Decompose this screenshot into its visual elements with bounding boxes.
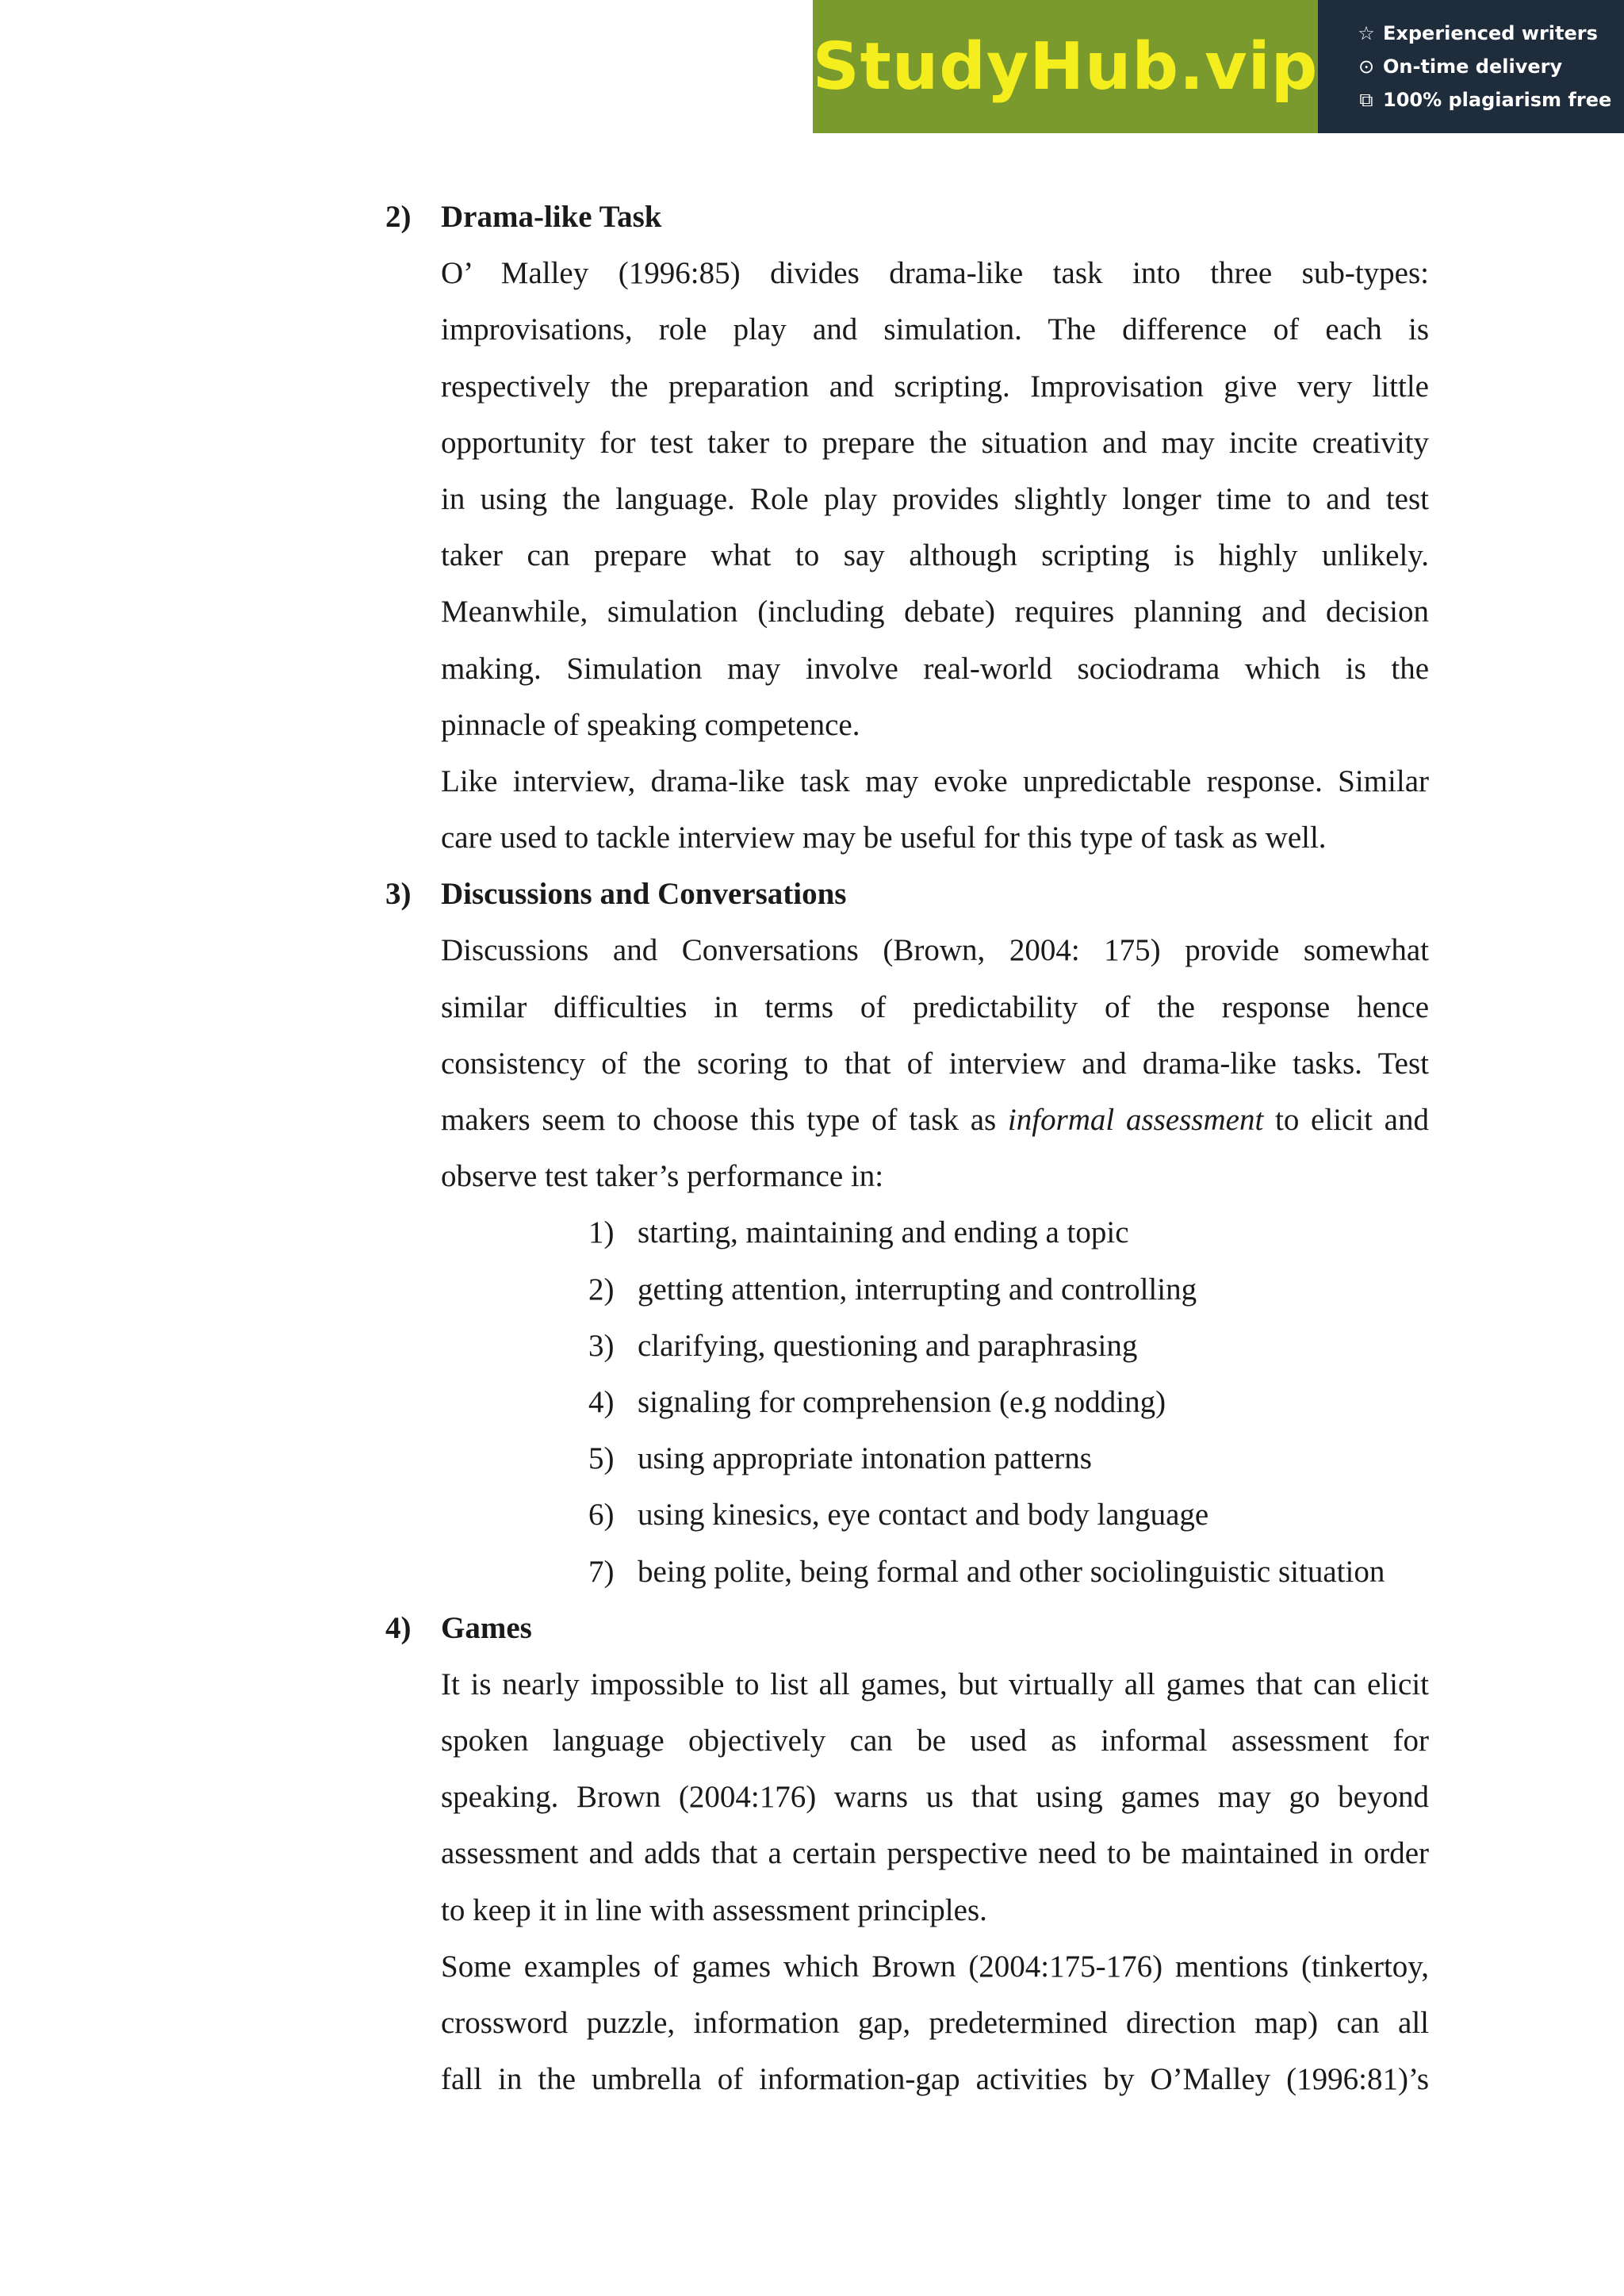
paragraph-line: making. Simulation may involve real-world sociodrama which is the — [441, 651, 1429, 686]
section-title: Games — [441, 1610, 532, 1645]
section-number: 2) — [385, 200, 412, 234]
paragraph-line: fall in the umbrella of information-gap activities by O’Malley (1996:81)’s — [441, 2062, 1429, 2097]
list-item — [385, 1261, 1429, 1318]
text-run: to elicit and — [1263, 1103, 1429, 1137]
list-text: getting attention, interrupting and controlling — [638, 1272, 1197, 1307]
paragraph-line: respectively the preparation and scripting. Improvisation give very little — [441, 369, 1429, 404]
list-number: 4) — [588, 1384, 615, 1419]
feature-label: On-time delivery — [1383, 55, 1563, 78]
feature-label: 100% plagiarism free — [1383, 89, 1612, 111]
paragraph-line: Like interview, drama-like task may evoke unpredictable response. Similar — [441, 763, 1429, 798]
section-heading — [385, 189, 1429, 245]
paragraph-line: in using the language. Role play provides slightly longer time to and test — [441, 481, 1429, 516]
list-text: clarifying, questioning and paraphrasing — [638, 1328, 1138, 1363]
list-text: being polite, being formal and other sociolinguistic situation — [638, 1554, 1385, 1589]
list-number: 6) — [588, 1498, 615, 1533]
list-item — [385, 1318, 1429, 1374]
star-icon: ☆ — [1358, 22, 1375, 44]
logo-panel[interactable] — [813, 0, 1318, 133]
paragraph-line: Discussions and Conversations (Brown, 2004: 175) provide somewhat — [441, 933, 1429, 968]
text-run: makers seem to choose this type of task as — [441, 1103, 1008, 1137]
list-text: signaling for comprehension (e.g nodding) — [638, 1384, 1166, 1419]
section-title: Discussions and Conversations — [441, 877, 847, 912]
paragraph-line: similar difficulties in terms of predictability of the response hence — [441, 989, 1429, 1024]
feature-list — [1318, 0, 1624, 133]
paragraph-line: crossword puzzle, information gap, predetermined direction map) can all — [441, 2006, 1429, 2040]
paragraph-line: Some examples of games which Brown (2004:175-176) mentions (tinkertoy, — [441, 1949, 1429, 1984]
paragraph-line: speaking. Brown (2004:176) warns us that using games may go beyond — [441, 1780, 1429, 1815]
feature-item — [1356, 83, 1624, 117]
list-number: 2) — [588, 1272, 615, 1307]
paragraph-line: Meanwhile, simulation (including debate) requires planning and decision — [441, 595, 1429, 629]
section-number: 4) — [385, 1610, 412, 1645]
list-item — [385, 1204, 1429, 1261]
paragraph-line: pinnacle of speaking competence. — [441, 707, 860, 742]
list-number: 1) — [588, 1215, 615, 1250]
studyhub-banner[interactable] — [813, 0, 1624, 133]
paragraph-line: taker can prepare what to say although scripting is highly unlikely. — [441, 538, 1429, 573]
list-text: starting, maintaining and ending a topic — [638, 1215, 1129, 1250]
paragraph-line: It is nearly impossible to list all games, but virtually all games that can elicit — [441, 1667, 1429, 1701]
list-number: 3) — [588, 1328, 615, 1363]
list-number: 7) — [588, 1554, 615, 1589]
document-body — [385, 189, 1429, 2107]
paragraph-line: consistency of the scoring to that of interview and drama-like tasks. Test — [441, 1046, 1429, 1081]
paragraph-line: improvisations, role play and simulation. The difference of each is — [441, 312, 1429, 347]
list-item — [385, 1430, 1429, 1487]
paragraph-line: assessment and adds that a certain perspective need to be maintained in order — [441, 1836, 1429, 1871]
feature-item — [1356, 17, 1624, 50]
list-text: using appropriate intonation patterns — [638, 1441, 1092, 1476]
section-title: Drama-like Task — [441, 200, 662, 234]
paragraph-line: to keep it in line with assessment principles. — [441, 1892, 987, 1927]
paragraph-line: opportunity for test taker to prepare the situation and may incite creativity — [441, 425, 1429, 460]
section-number: 3) — [385, 877, 412, 912]
feature-item — [1356, 50, 1624, 83]
feature-label: Experienced writers — [1383, 22, 1598, 44]
studyhub-logo[interactable]: StudyHub.vip — [812, 29, 1319, 105]
paragraph-line: observe test taker’s performance in: — [441, 1159, 884, 1194]
paragraph-line: spoken language objectively can be used as informal assessment for — [441, 1724, 1429, 1758]
section-heading — [385, 1600, 1429, 1656]
copy-icon: ⧉ — [1359, 89, 1373, 111]
list-number: 5) — [588, 1441, 615, 1476]
paragraph-line: O’ Malley (1996:85) divides drama-like task into three sub-types: — [441, 256, 1429, 291]
list-item — [385, 1487, 1429, 1543]
paragraph-line — [385, 1092, 1429, 1148]
list-text: using kinesics, eye contact and body language — [638, 1498, 1209, 1533]
list-item — [385, 1544, 1429, 1600]
italic-term: informal assessment — [1007, 1103, 1264, 1137]
section-heading — [385, 866, 1429, 922]
paragraph-line: care used to tackle interview may be useful for this type of task as well. — [441, 821, 1327, 855]
list-item — [385, 1374, 1429, 1430]
clock-icon: ⊙ — [1358, 55, 1375, 78]
